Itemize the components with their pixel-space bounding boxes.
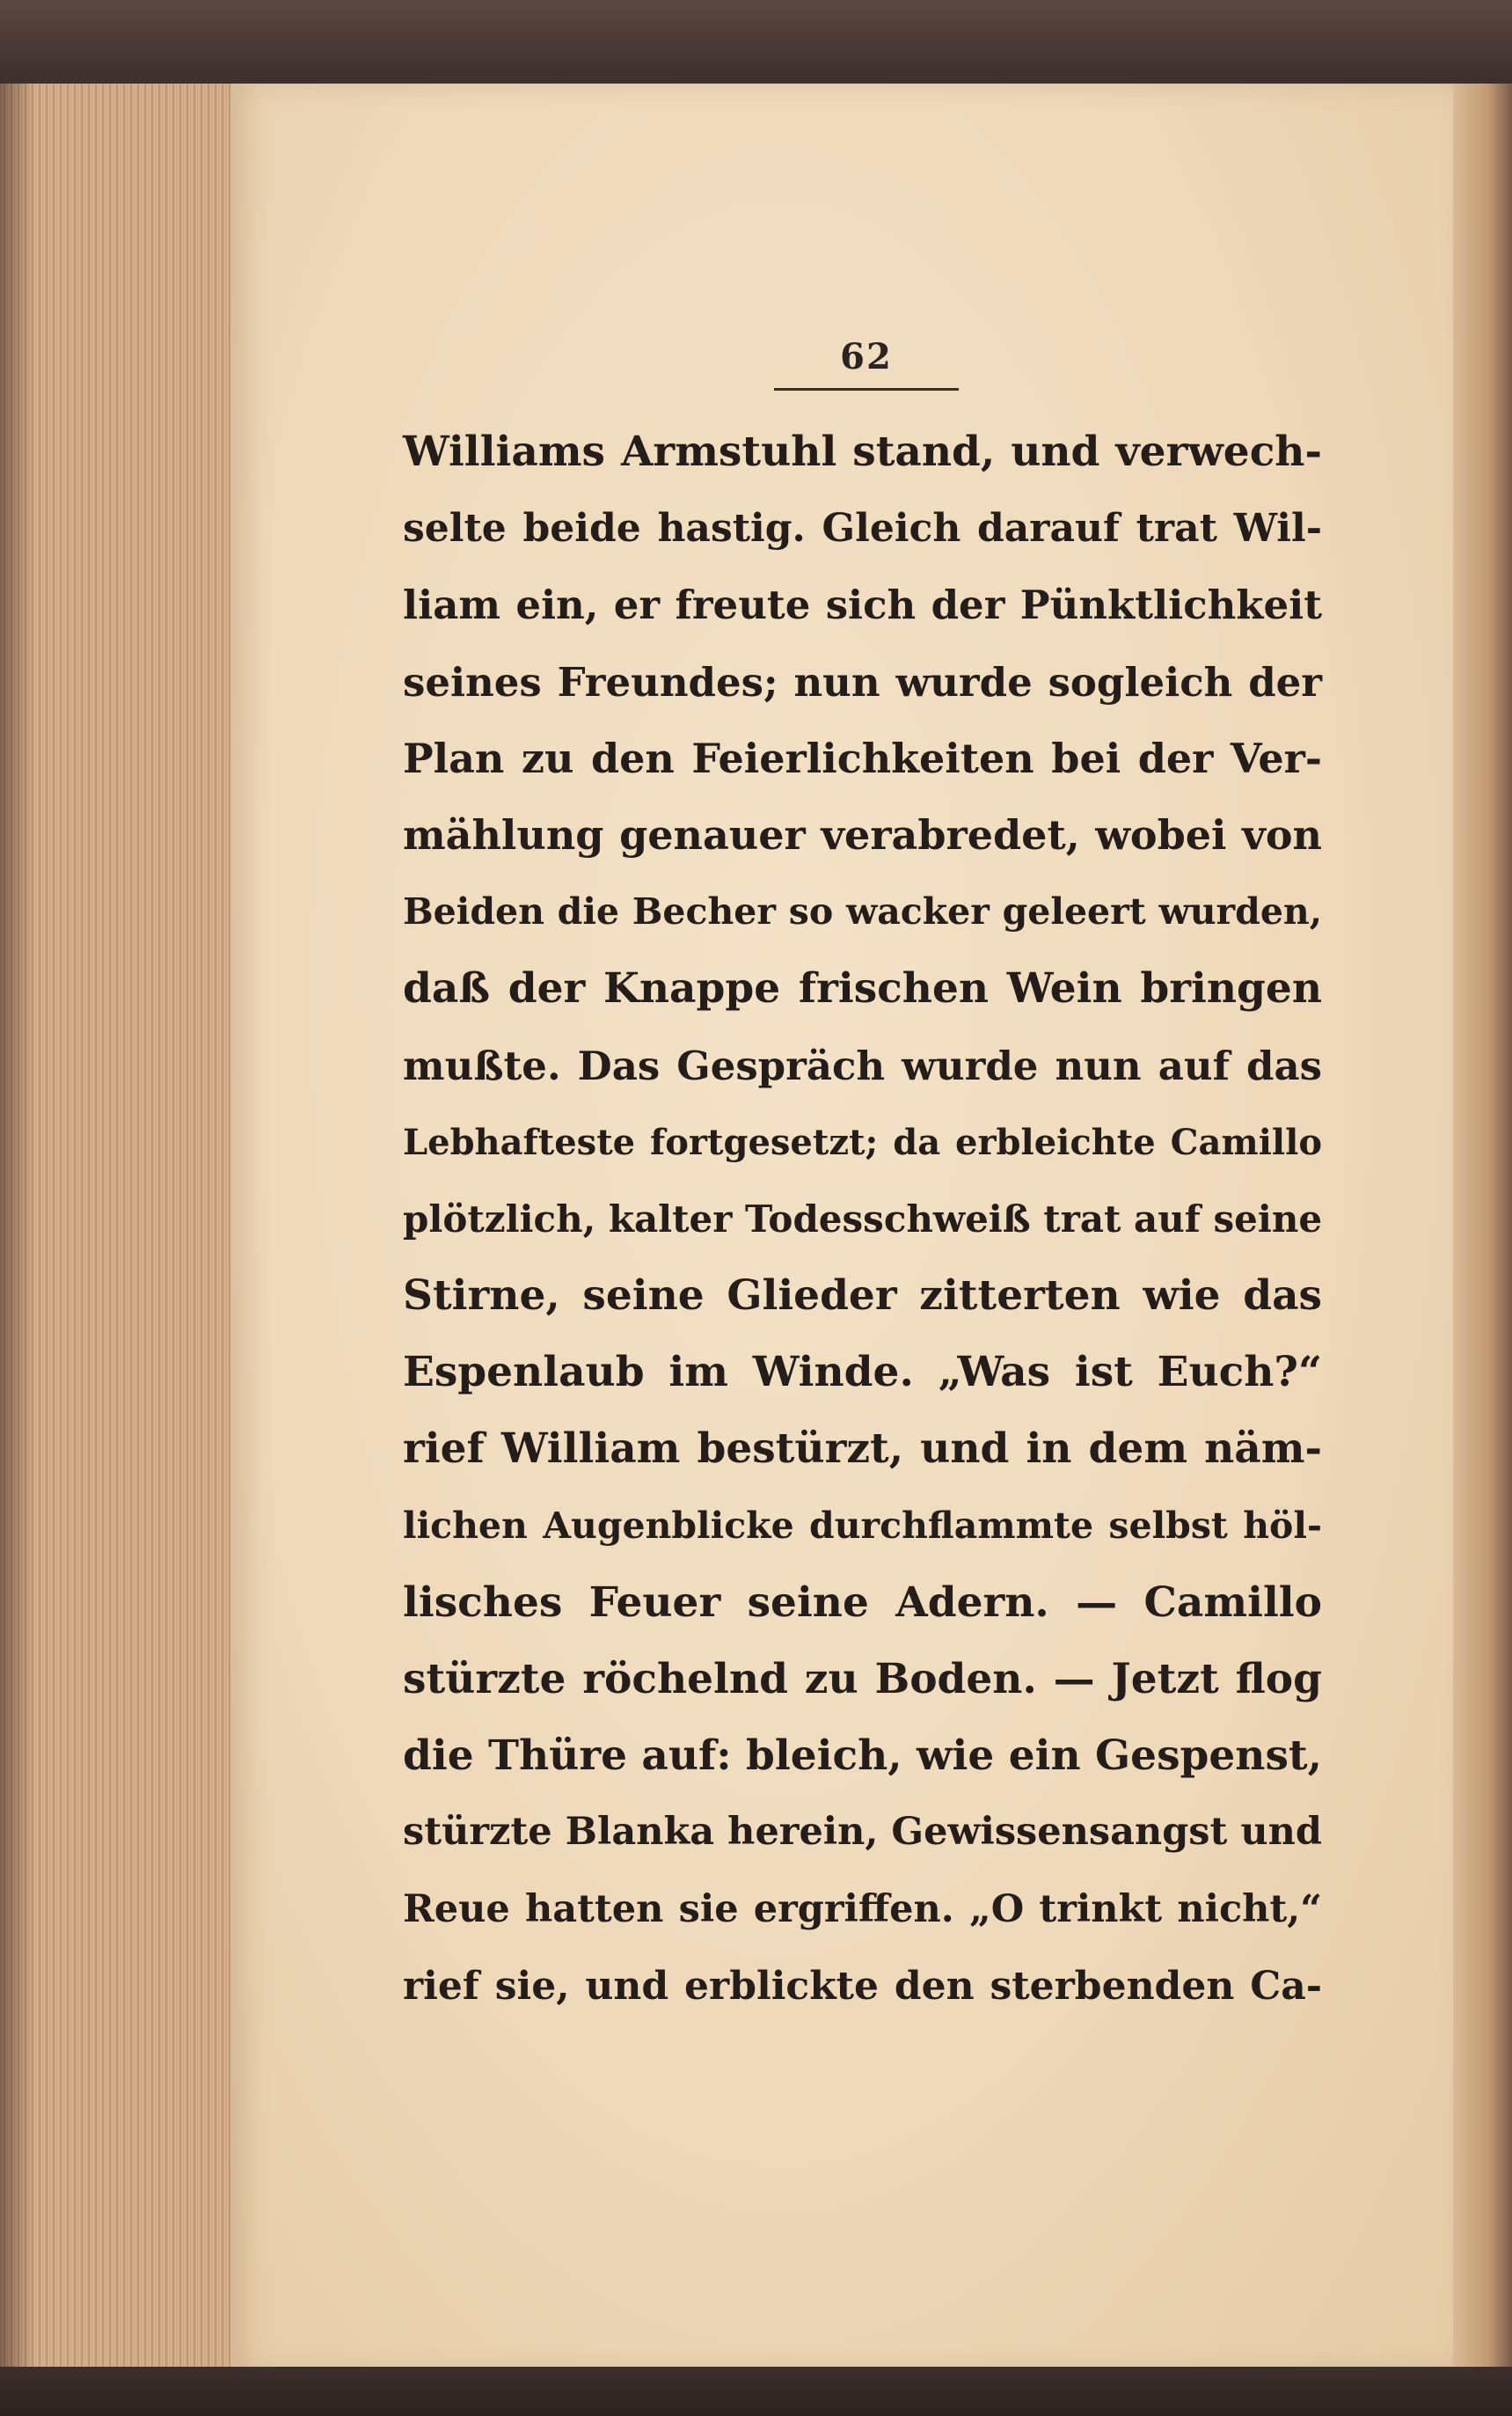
- book-cover-right-edge: [1453, 84, 1512, 2371]
- text-line: Plan zu den Feierlichkeiten bei der Ver-: [403, 734, 1322, 782]
- text-line: Williams Armstuhl stand, und verwech-: [403, 428, 1322, 476]
- text-line: mußte. Das Gespräch wurde nun auf das: [403, 1042, 1322, 1089]
- book-cover-top-edge: [0, 0, 1512, 84]
- page-number-rule: [774, 388, 959, 391]
- text-line: liam ein, er freute sich der Pünktlichkeit: [403, 582, 1322, 629]
- text-line: lisches Feuer seine Adern. — Camillo: [403, 1578, 1322, 1627]
- body-text: [403, 414, 1322, 2024]
- text-line: stürzte röchelnd zu Boden. — Jetzt flog: [403, 1655, 1322, 1703]
- text-line: die Thüre auf: bleich, wie ein Gespenst,: [403, 1731, 1322, 1781]
- text-line: rief sie, und erblickte den sterbenden Ca-: [403, 1963, 1322, 2009]
- text-line: daß der Knappe frischen Wein bringen: [403, 964, 1322, 1014]
- text-line: rief William bestürzt, und in dem näm-: [403, 1424, 1322, 1474]
- text-line: Stirne, seine Glieder zitterten wie das: [403, 1271, 1322, 1321]
- text-line: plötzlich, kalter Todesschweiß trat auf seine: [403, 1197, 1323, 1241]
- text-line: seines Freundes; nun wurde sogleich der: [403, 658, 1322, 706]
- text-line: lichen Augenblicke durchflammte selbst höl-: [403, 1504, 1322, 1547]
- text-line: Beiden die Becher so wacker geleert wurden,: [403, 890, 1322, 933]
- page-stack-shadow: [0, 84, 35, 2371]
- text-line: mählung genauer verabredet, wobei von: [403, 810, 1322, 859]
- text-line: Lebhafteste fortgesetzt; da erbleichte Camillo: [403, 1121, 1322, 1163]
- text-line: Reue hatten sie ergriffen. „O trinkt nicht,“: [403, 1886, 1322, 1931]
- book-cover-bottom-edge: [0, 2367, 1512, 2416]
- page-number: 62: [840, 336, 893, 377]
- text-line: selte beide hastig. Gleich darauf trat Wil-: [403, 506, 1322, 552]
- text-line: stürzte Blanka herein, Gewissensangst und: [403, 1810, 1322, 1855]
- text-line: Espenlaub im Winde. „Was ist Euch?“: [403, 1348, 1322, 1397]
